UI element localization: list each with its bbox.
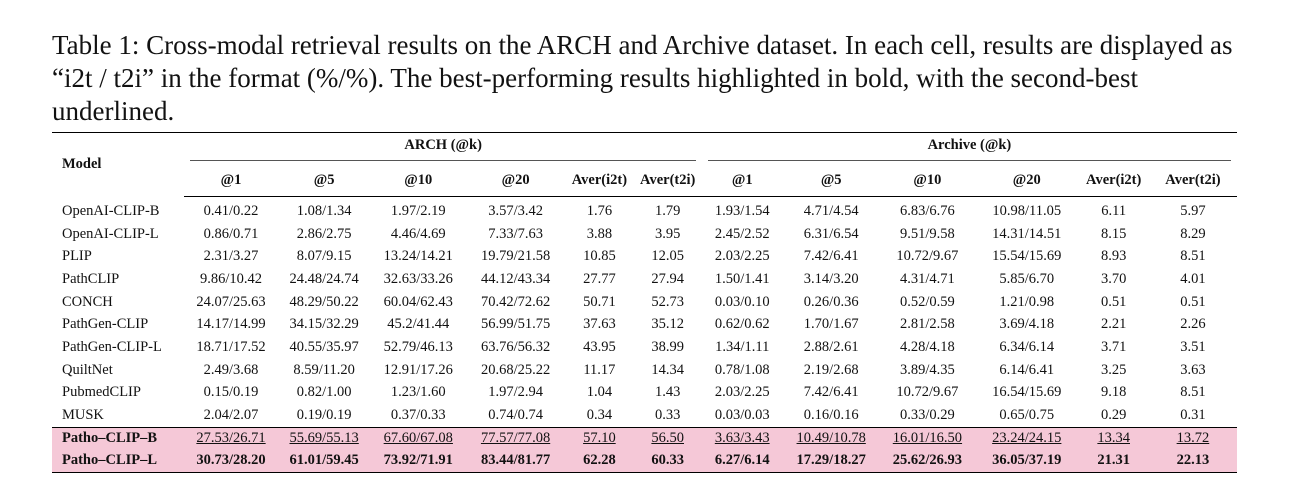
column-header: Aver(t2i)	[1149, 164, 1237, 197]
column-header: Aver(i2t)	[565, 164, 633, 197]
table-cell: 38.99	[651, 338, 684, 355]
table-cell: 48.29/50.22	[289, 293, 359, 310]
table-cell: 0.62/0.62	[714, 316, 770, 333]
group-header-row	[52, 133, 1237, 165]
table-cell: 0.29	[1101, 407, 1127, 424]
table-cell: 6.27/6.14	[702, 450, 783, 473]
table-cell: 17.29/18.27	[783, 450, 880, 473]
table-cell: 0.33/0.29	[900, 407, 955, 424]
arch-group-label: ARCH (@k)	[190, 137, 695, 161]
table-cell: 10.72/9.67	[896, 384, 959, 401]
table-cell: 25.62/26.93	[880, 450, 975, 473]
table-cell: 10.49/10.78	[783, 427, 880, 450]
table-row	[52, 382, 1237, 405]
table-cell: 2.26	[1180, 316, 1206, 333]
table-cell: 14.17/14.99	[196, 316, 266, 333]
table-cell: 0.86/0.71	[203, 225, 259, 242]
model-name: PubmedCLIP	[62, 384, 141, 401]
table-cell: 2.45/2.52	[714, 225, 770, 242]
table-cell: 0.37/0.33	[390, 407, 446, 424]
table-cell: 2.49/3.68	[203, 361, 259, 378]
model-name: MUSK	[62, 407, 104, 424]
arch-group-header	[184, 133, 701, 165]
table-cell: 2.31/3.27	[203, 248, 259, 265]
table-cell: 6.83/6.76	[900, 202, 955, 219]
table-cell: 0.03/0.03	[714, 407, 770, 424]
table-cell: 24.48/24.74	[289, 270, 359, 287]
table-cell: 57.10	[565, 427, 633, 450]
table-cell: 45.2/41.44	[387, 316, 450, 333]
model-name: OpenAI-CLIP-L	[62, 225, 159, 242]
table-cell: 14.31/14.51	[992, 225, 1062, 242]
table-cell: 16.54/15.69	[992, 384, 1062, 401]
table-row	[52, 359, 1237, 382]
table-caption: Table 1: Cross-modal retrieval results on the ARCH and Archive dataset. In each cell, results are displayed as “i2t / t2i” in the format (%/%). The best-performing results highlighted in bold, with the second-best underlined.	[52, 30, 1233, 126]
table-cell: 1.34/1.11	[715, 338, 770, 355]
archive-group-header	[702, 133, 1237, 165]
column-header: @10	[371, 164, 466, 197]
table-cell: 6.31/6.54	[803, 225, 859, 242]
archive-group-label: Archive (@k)	[708, 137, 1231, 161]
table-cell: 9.86/10.42	[200, 270, 263, 287]
table-cell: 1.70/1.67	[803, 316, 859, 333]
table-cell: 2.03/2.25	[714, 248, 770, 265]
table-cell: 2.19/2.68	[803, 361, 859, 378]
table-cell: 3.70	[1101, 270, 1127, 287]
table-row	[52, 404, 1237, 427]
table-cell: 27.53/26.71	[184, 427, 277, 450]
table-cell: 0.34	[586, 407, 613, 424]
table-cell: 4.01	[1180, 270, 1206, 287]
table-cell: 12.05	[651, 248, 684, 265]
table-cell: 50.71	[583, 293, 616, 310]
table-cell: 2.88/2.61	[803, 338, 859, 355]
model-name: PLIP	[62, 248, 92, 265]
column-header: @20	[466, 164, 565, 197]
table-cell: 4.28/4.18	[900, 338, 955, 355]
table-cell: 7.33/7.63	[488, 225, 543, 242]
table-cell: 8.59/11.20	[293, 361, 355, 378]
table-cell: 10.85	[583, 248, 616, 265]
model-name: QuiltNet	[62, 361, 113, 378]
table-cell: 8.51	[1180, 384, 1206, 401]
table-cell: 8.15	[1101, 225, 1127, 242]
table-cell: 77.57/77.08	[466, 427, 565, 450]
table-cell: 0.51	[1101, 293, 1127, 310]
table-cell: 40.55/35.97	[289, 338, 359, 355]
table-cell: 0.65/0.75	[999, 407, 1055, 424]
table-cell: 52.73	[651, 293, 684, 310]
table-cell: 2.04/2.07	[203, 407, 259, 424]
table-cell: 55.69/55.13	[278, 427, 371, 450]
table-cell: 62.28	[565, 450, 633, 473]
table-cell: 3.25	[1101, 361, 1127, 378]
table-cell: 4.46/4.69	[390, 225, 446, 242]
table-cell: 23.24/24.15	[975, 427, 1078, 450]
table-row	[52, 291, 1237, 314]
table-cell: 2.03/2.25	[714, 384, 770, 401]
table-cell: 60.33	[634, 450, 702, 473]
table-cell: 24.07/25.63	[196, 293, 266, 310]
table-cell: 44.12/43.34	[480, 270, 551, 287]
column-header: @1	[184, 164, 277, 197]
table-cell: 0.78/1.08	[714, 361, 770, 378]
table-cell: 9.18	[1101, 384, 1127, 401]
table-cell: 3.63/3.43	[702, 427, 783, 450]
column-header: Aver(i2t)	[1079, 164, 1149, 197]
table-cell: 3.88	[586, 225, 613, 242]
table-cell: 0.52/0.59	[900, 293, 955, 310]
table-cell: 73.92/71.91	[371, 450, 466, 473]
table-cell: 0.41/0.22	[203, 202, 259, 219]
table-row	[52, 313, 1237, 336]
table-cell: 13.34	[1079, 427, 1149, 450]
table-cell: 20.68/25.22	[480, 361, 551, 378]
table-cell: 27.77	[583, 270, 616, 287]
table-cell: 5.85/6.70	[999, 270, 1055, 287]
table-cell: 0.82/1.00	[296, 384, 352, 401]
table-cell: 4.31/4.71	[900, 270, 955, 287]
column-header: @5	[278, 164, 371, 197]
table-cell: 0.74/0.74	[488, 407, 543, 424]
best-row	[52, 450, 1237, 473]
table-cell: 6.11	[1101, 202, 1127, 219]
table-cell: 22.13	[1149, 450, 1237, 473]
table-cell: 4.71/4.54	[803, 202, 859, 219]
table-cell: 34.15/32.29	[289, 316, 359, 333]
table-cell: 3.57/3.42	[488, 202, 543, 219]
table-cell: 10.72/9.67	[896, 248, 959, 265]
table-cell: 6.14/6.41	[999, 361, 1055, 378]
table-cell: 70.42/72.62	[480, 293, 551, 310]
second-best-row	[52, 427, 1237, 450]
table-cell: 3.95	[655, 225, 681, 242]
table-cell: 1.04	[586, 384, 613, 401]
column-header: @1	[702, 164, 783, 197]
table-cell: 10.98/11.05	[992, 202, 1062, 219]
table-cell: 30.73/28.20	[184, 450, 277, 473]
table-row	[52, 197, 1237, 223]
table-cell: 2.81/2.58	[900, 316, 955, 333]
table-cell: 60.04/62.43	[383, 293, 453, 310]
subheader-row	[52, 164, 1237, 197]
table-cell: 1.79	[655, 202, 681, 219]
table-cell: 18.71/17.52	[196, 338, 266, 355]
table-cell: 0.03/0.10	[714, 293, 770, 310]
column-header: Aver(t2i)	[634, 164, 702, 197]
table-cell: 35.12	[651, 316, 684, 333]
table-cell: 21.31	[1079, 450, 1149, 473]
table-row	[52, 245, 1237, 268]
table-cell: 7.42/6.41	[803, 384, 859, 401]
table-cell: 0.31	[1180, 407, 1206, 424]
table-cell: 0.15/0.19	[203, 384, 259, 401]
table-cell: 1.21/0.98	[999, 293, 1055, 310]
table-cell: 1.50/1.41	[714, 270, 770, 287]
results-table	[52, 132, 1237, 473]
model-column-header: Model	[52, 133, 184, 197]
column-header: @5	[783, 164, 880, 197]
table-cell: 13.72	[1149, 427, 1237, 450]
column-header: @10	[880, 164, 975, 197]
table-cell: 63.76/56.32	[480, 338, 551, 355]
table-cell: 3.51	[1180, 338, 1206, 355]
table-cell: 56.99/51.75	[480, 316, 551, 333]
table-row	[52, 223, 1237, 246]
table-cell: 12.91/17.26	[383, 361, 453, 378]
proposed-rows	[52, 427, 1237, 472]
table-row	[52, 268, 1237, 291]
table-cell: 2.21	[1101, 316, 1127, 333]
table-cell: 1.43	[655, 384, 681, 401]
table-cell: 3.63	[1180, 361, 1206, 378]
table-cell: 6.34/6.14	[999, 338, 1055, 355]
table-cell: 1.97/2.19	[390, 202, 446, 219]
table-cell: 0.33	[655, 407, 681, 424]
table-cell: 0.16/0.16	[803, 407, 859, 424]
baseline-rows	[52, 197, 1237, 428]
table-cell: 36.05/37.19	[975, 450, 1078, 473]
table-cell: 1.76	[586, 202, 613, 219]
table-cell: 0.26/0.36	[803, 293, 859, 310]
table-cell: 1.08/1.34	[296, 202, 352, 219]
table-cell: 27.94	[651, 270, 684, 287]
model-name: Patho–CLIP–B	[52, 427, 184, 450]
table-cell: 8.51	[1180, 248, 1206, 265]
table-cell: 5.97	[1180, 202, 1206, 219]
table-cell: 11.17	[583, 361, 616, 378]
table-cell: 7.42/6.41	[803, 248, 859, 265]
table-cell: 15.54/15.69	[992, 248, 1062, 265]
model-name: CONCH	[62, 293, 113, 310]
table-cell: 1.93/1.54	[714, 202, 770, 219]
table-cell: 8.07/9.15	[296, 248, 352, 265]
table-cell: 8.29	[1180, 225, 1206, 242]
table-cell: 8.93	[1101, 248, 1127, 265]
column-header: @20	[975, 164, 1078, 197]
model-name: PathGen-CLIP-L	[62, 338, 162, 355]
table-cell: 1.23/1.60	[390, 384, 446, 401]
table-cell: 67.60/67.08	[371, 427, 466, 450]
model-name: PathGen-CLIP	[62, 316, 149, 333]
table-cell: 56.50	[634, 427, 702, 450]
table-row	[52, 336, 1237, 359]
model-name: Patho–CLIP–L	[52, 450, 184, 473]
table-cell: 2.86/2.75	[296, 225, 352, 242]
table-cell: 37.63	[583, 316, 616, 333]
table-cell: 3.14/3.20	[803, 270, 859, 287]
table-cell: 43.95	[583, 338, 616, 355]
table-cell: 3.69/4.18	[999, 316, 1055, 333]
table-cell: 83.44/81.77	[466, 450, 565, 473]
table-cell: 13.24/14.21	[383, 248, 453, 265]
table-cell: 61.01/59.45	[278, 450, 371, 473]
table-cell: 0.51	[1180, 293, 1206, 310]
table-cell: 3.89/4.35	[900, 361, 955, 378]
table-cell: 52.79/46.13	[383, 338, 453, 355]
table-cell: 0.19/0.19	[296, 407, 352, 424]
table-cell: 9.51/9.58	[900, 225, 955, 242]
table-cell: 19.79/21.58	[480, 248, 551, 265]
table-cell: 3.71	[1101, 338, 1127, 355]
table-cell: 14.34	[651, 361, 684, 378]
table-cell: 16.01/16.50	[880, 427, 975, 450]
model-name: PathCLIP	[62, 270, 120, 287]
model-name: OpenAI-CLIP-B	[62, 202, 160, 219]
table-cell: 32.63/33.26	[383, 270, 453, 287]
table-cell: 1.97/2.94	[488, 384, 543, 401]
